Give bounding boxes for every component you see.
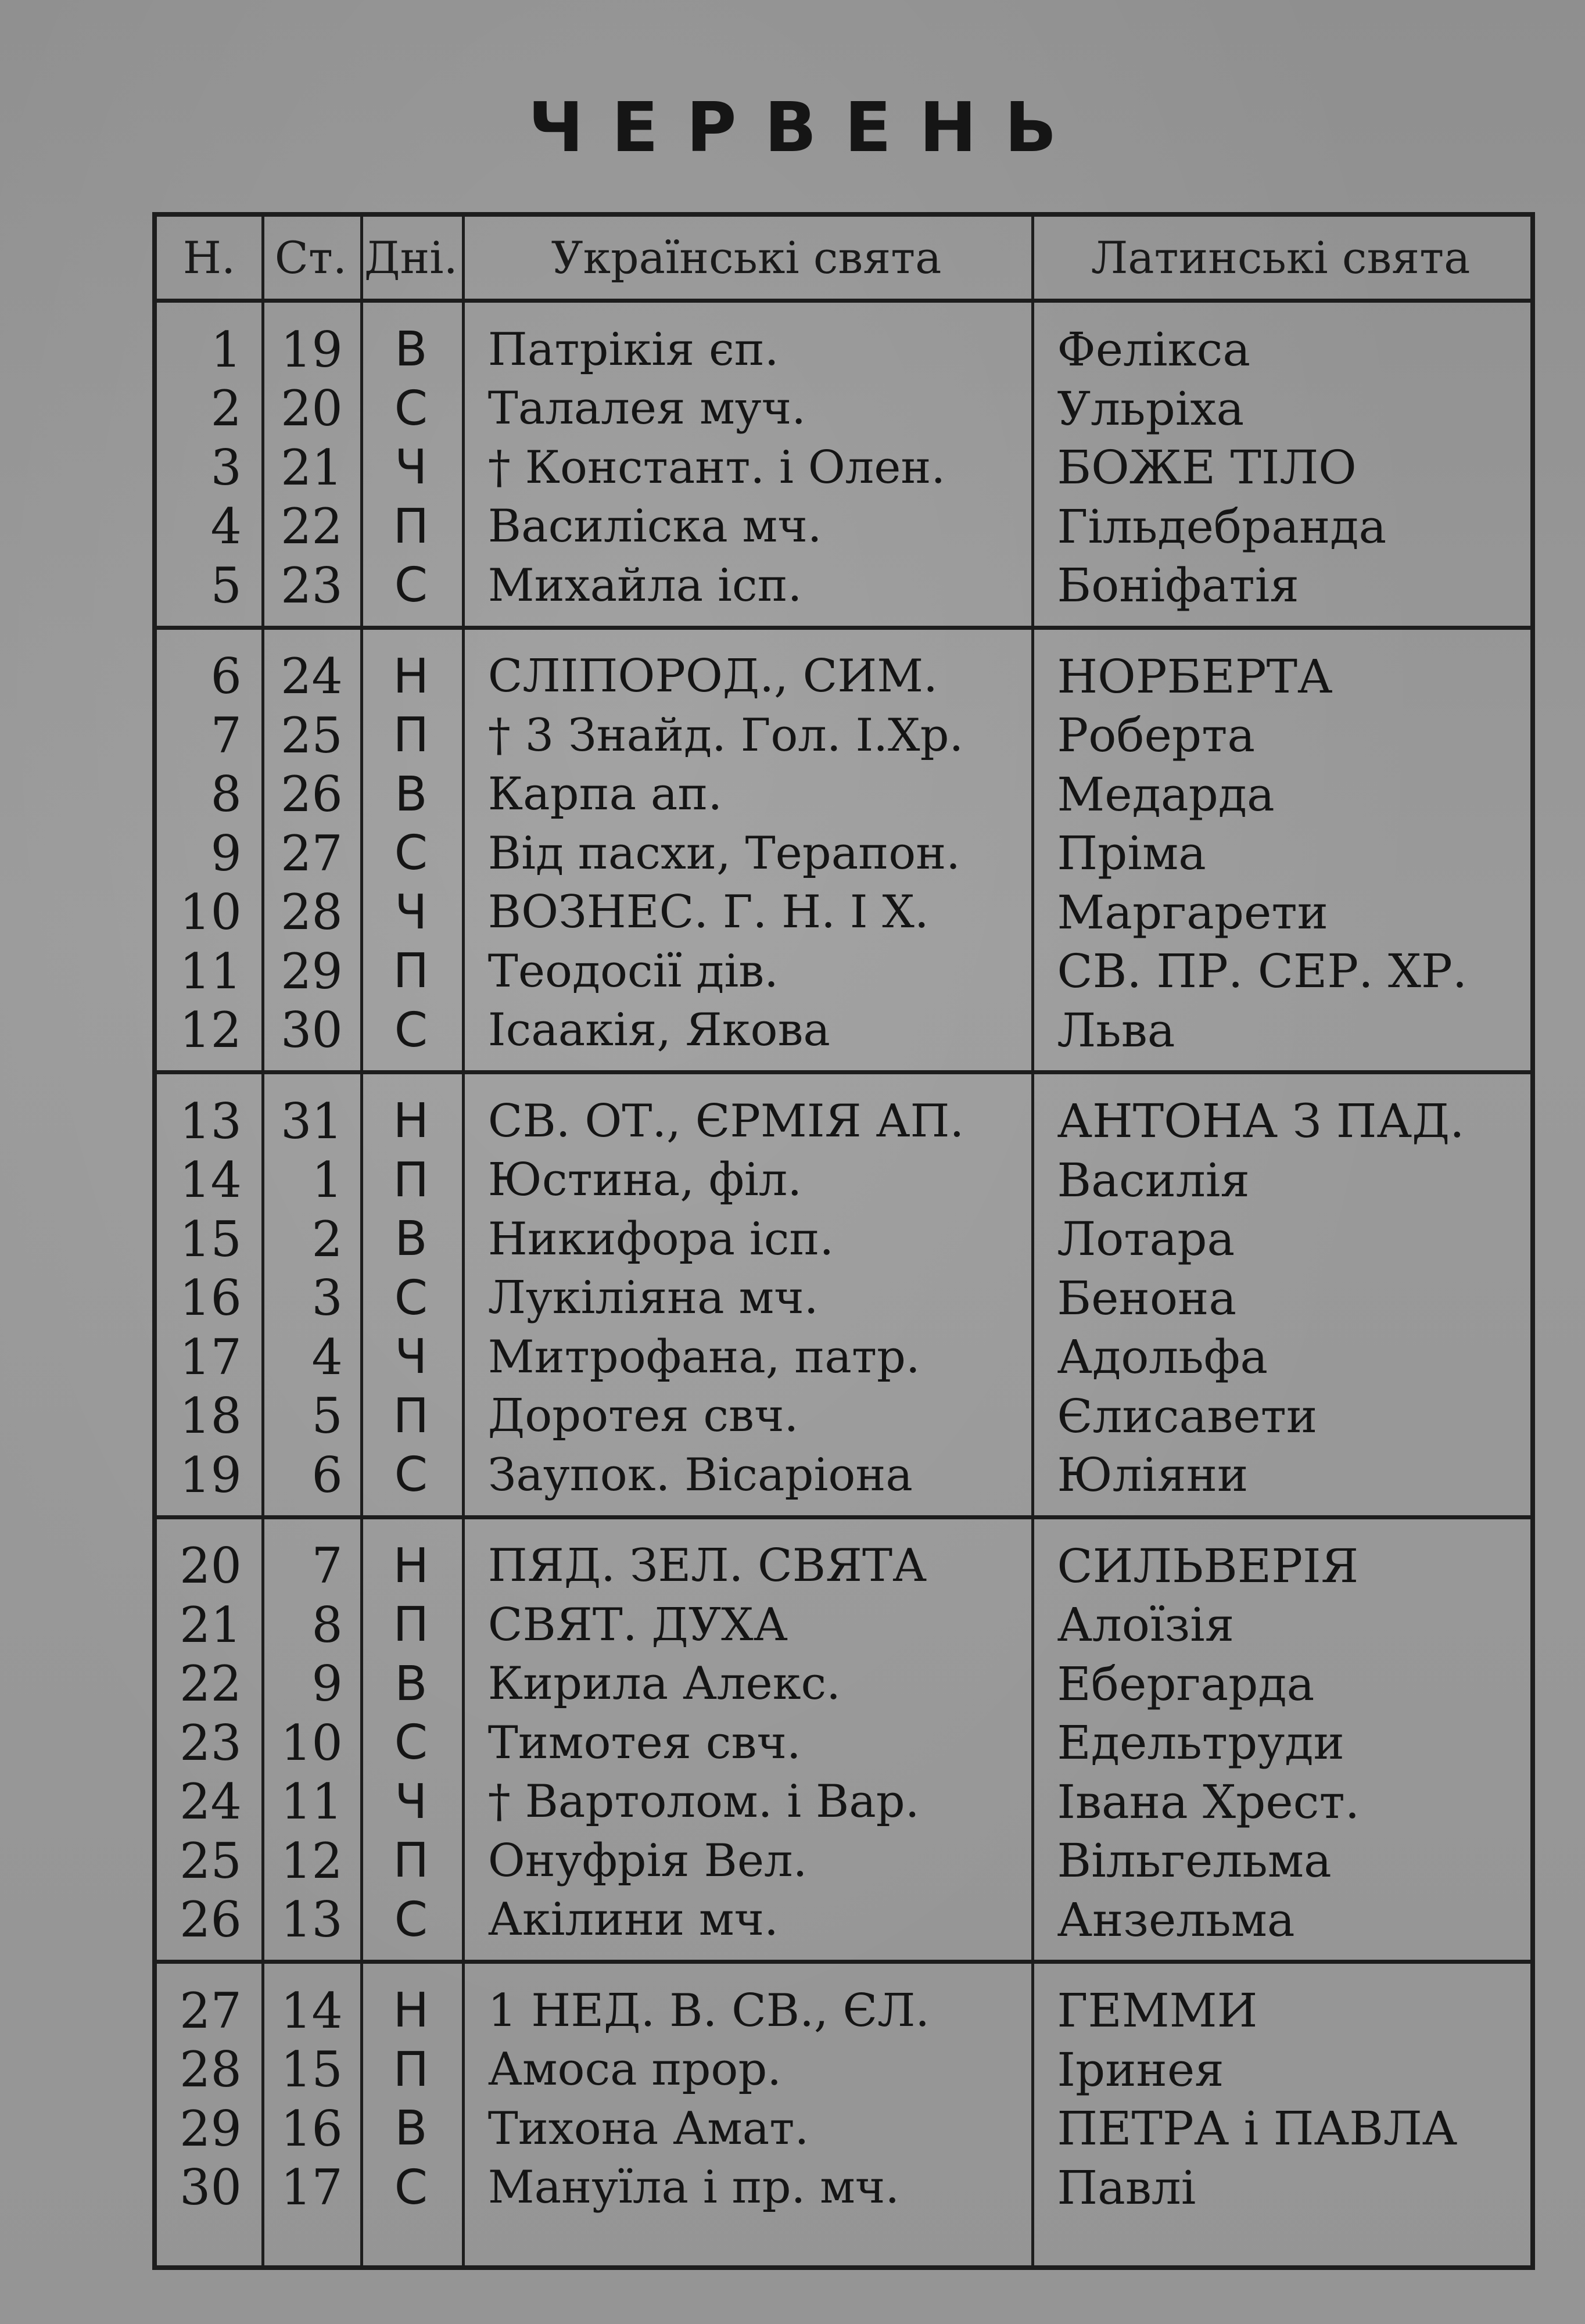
cell-old-date: 1 (311, 1152, 343, 1209)
cell-ukrainian-feast: Онуфрія Вел. (487, 1834, 808, 1887)
table-row (157, 706, 1530, 765)
cell-latin-feast: Маргарети (1057, 885, 1328, 939)
cell-old-date: 31 (280, 1092, 343, 1150)
cell-latin-feast: Боніфатія (1057, 558, 1299, 613)
cell-weekday: С (394, 1447, 428, 1503)
cell-old-date: 27 (280, 824, 343, 882)
cell-old-date: 6 (311, 1446, 343, 1504)
cell-weekday: С (394, 826, 428, 881)
cell-ukrainian-feast: † Вартолом. і Вар. (487, 1776, 920, 1828)
cell-ukrainian-feast: Талалея муч. (487, 382, 806, 435)
cell-new-date: 13 (180, 1092, 242, 1150)
cell-weekday: С (394, 558, 428, 614)
cell-ukrainian-feast: Никифора ісп. (487, 1213, 834, 1265)
cell-weekday: С (394, 1892, 428, 1948)
cell-latin-feast: НОРБЕРТА (1057, 649, 1333, 704)
table-row (157, 1713, 1530, 1773)
cell-weekday: Ч (395, 1329, 428, 1385)
cell-latin-feast: Василія (1057, 1153, 1250, 1207)
table-row (157, 1328, 1530, 1387)
cell-latin-feast: Бенона (1057, 1271, 1237, 1325)
cell-new-date: 29 (180, 2100, 242, 2157)
cell-latin-feast: Алоїзія (1057, 1598, 1235, 1652)
cell-weekday: В (395, 322, 428, 378)
week-group (157, 1519, 1530, 1964)
cell-new-date: 16 (180, 1269, 242, 1327)
cell-new-date: 24 (180, 1773, 242, 1831)
cell-new-date: 1 (210, 321, 242, 378)
cell-old-date: 7 (311, 1537, 343, 1595)
cell-ukrainian-feast: † 3 Знайд. Гол. І.Хр. (487, 709, 964, 762)
cell-ukrainian-feast: СВЯТ. ДУХА (487, 1598, 788, 1651)
cell-ukrainian-feast: Тимотея свч. (487, 1716, 801, 1769)
cell-new-date: 21 (180, 1596, 242, 1654)
cell-ukrainian-feast: Ісаакія, Якова (487, 1004, 830, 1057)
cell-ukrainian-feast: 1 НЕД. В. СВ., ЄЛ. (487, 1984, 930, 2037)
cell-new-date: 9 (210, 824, 242, 882)
table-row (157, 1891, 1530, 1950)
cell-latin-feast: Лотара (1057, 1212, 1235, 1267)
cell-latin-feast: БОЖЕ ТІЛО (1057, 440, 1357, 495)
cell-old-date: 10 (280, 1714, 343, 1771)
table-row (157, 883, 1530, 942)
cell-weekday: Н (393, 648, 429, 704)
cell-ukrainian-feast: Теодосії дів. (487, 945, 779, 998)
header-latin-feasts: Латинські свята (1091, 232, 1471, 284)
header-new-style: Н. (182, 232, 236, 284)
cell-weekday: В (395, 1211, 428, 1267)
cell-latin-feast: Анзельма (1057, 1892, 1295, 1947)
cell-ukrainian-feast: Юстина, філ. (487, 1154, 802, 1207)
cell-old-date: 9 (311, 1655, 343, 1713)
table-row (157, 1655, 1530, 1714)
table-row (157, 1210, 1530, 1269)
cell-new-date: 11 (180, 942, 242, 1000)
cell-weekday: П (393, 944, 429, 999)
cell-weekday: В (395, 1656, 428, 1712)
cell-old-date: 15 (280, 2041, 343, 2099)
calendar-table (152, 212, 1535, 2270)
cell-latin-feast: Ебергарда (1057, 1656, 1315, 1711)
cell-weekday: П (393, 1152, 429, 1208)
week-group (157, 630, 1530, 1075)
cell-old-date: 2 (311, 1210, 343, 1268)
cell-weekday: П (393, 2042, 429, 2097)
cell-new-date: 20 (180, 1537, 242, 1595)
cell-old-date: 29 (280, 942, 343, 1000)
cell-ukrainian-feast: Від пасхи, Терапон. (487, 827, 960, 880)
table-header (157, 217, 1530, 303)
cell-latin-feast: Павлі (1057, 2160, 1196, 2215)
cell-latin-feast: ПЕТРА і ПАВЛА (1057, 2101, 1458, 2156)
cell-ukrainian-feast: Михайла ісп. (487, 559, 802, 612)
cell-old-date: 4 (311, 1328, 343, 1386)
cell-old-date: 19 (280, 321, 343, 378)
table-row (157, 824, 1530, 883)
cell-latin-feast: Іринея (1057, 2042, 1224, 2097)
cell-latin-feast: Адольфа (1057, 1330, 1268, 1385)
page-title: ЧЕРВЕНЬ (528, 87, 1085, 167)
cell-weekday: Н (393, 1983, 429, 2039)
cell-ukrainian-feast: Василіска мч. (487, 500, 822, 553)
week-group (157, 1074, 1530, 1519)
cell-ukrainian-feast: СВ. ОТ., ЄРМІЯ АП. (487, 1095, 964, 1147)
cell-old-date: 25 (280, 706, 343, 764)
cell-new-date: 25 (180, 1832, 242, 1889)
cell-old-date: 26 (280, 766, 343, 823)
cell-latin-feast: СВ. ПР. СЕР. ХР. (1057, 944, 1468, 999)
cell-old-date: 11 (280, 1773, 343, 1831)
cell-weekday: С (394, 381, 428, 436)
cell-weekday: В (395, 766, 428, 822)
cell-old-date: 24 (280, 648, 343, 705)
table-row (157, 942, 1530, 1001)
cell-new-date: 26 (180, 1891, 242, 1949)
cell-latin-feast: СИЛЬВЕРІЯ (1057, 1538, 1359, 1593)
cell-new-date: 15 (180, 1210, 242, 1268)
cell-weekday: С (394, 1002, 428, 1058)
cell-old-date: 20 (280, 380, 343, 437)
cell-old-date: 16 (280, 2100, 343, 2157)
cell-new-date: 27 (180, 1982, 242, 2039)
cell-new-date: 19 (180, 1446, 242, 1504)
cell-old-date: 3 (311, 1269, 343, 1327)
cell-old-date: 23 (280, 557, 343, 614)
header-days: Дні. (364, 232, 458, 284)
cell-old-date: 21 (280, 439, 343, 496)
table-row (157, 1595, 1530, 1655)
table-row (157, 1092, 1530, 1151)
cell-latin-feast: Фелікса (1057, 322, 1251, 377)
header-old-style: Ст. (274, 232, 347, 284)
cell-old-date: 5 (311, 1387, 343, 1445)
table-row (157, 2099, 1530, 2158)
cell-ukrainian-feast: Лукіліяна мч. (487, 1272, 819, 1325)
cell-weekday: Ч (395, 1774, 428, 1830)
cell-latin-feast: Єлисавети (1057, 1389, 1318, 1443)
cell-ukrainian-feast: Акілини мч. (487, 1893, 779, 1946)
cell-weekday: С (394, 1270, 428, 1326)
cell-old-date: 14 (280, 1982, 343, 2039)
cell-new-date: 23 (180, 1714, 242, 1771)
cell-ukrainian-feast: Карпа ап. (487, 768, 723, 821)
table-row (157, 379, 1530, 439)
cell-weekday: Н (393, 1538, 429, 1594)
table-row (157, 1831, 1530, 1891)
cell-weekday: С (394, 1715, 428, 1771)
cell-weekday: Ч (395, 884, 428, 940)
cell-new-date: 4 (210, 498, 242, 555)
cell-weekday: П (393, 1833, 429, 1889)
cell-new-date: 12 (180, 1002, 242, 1059)
cell-new-date: 5 (210, 557, 242, 614)
cell-new-date: 14 (180, 1152, 242, 1209)
table-row (157, 1773, 1530, 1832)
cell-latin-feast: Едельтруди (1057, 1716, 1344, 1770)
cell-weekday: П (393, 1597, 429, 1653)
table-row (157, 647, 1530, 706)
cell-weekday: Н (393, 1093, 429, 1149)
cell-old-date: 28 (280, 884, 343, 941)
cell-weekday: С (394, 2160, 428, 2215)
table-row (157, 438, 1530, 497)
cell-weekday: П (393, 1388, 429, 1444)
cell-latin-feast: Пріма (1057, 826, 1206, 881)
cell-latin-feast: Вільгельма (1057, 1834, 1332, 1888)
cell-new-date: 22 (180, 1655, 242, 1713)
cell-latin-feast: Ульріха (1057, 381, 1245, 436)
cell-old-date: 30 (280, 1002, 343, 1059)
cell-latin-feast: Медарда (1057, 767, 1275, 822)
cell-ukrainian-feast: Доротея свч. (487, 1390, 799, 1443)
table-row (157, 1151, 1530, 1210)
cell-old-date: 13 (280, 1891, 343, 1949)
cell-old-date: 22 (280, 498, 343, 555)
cell-new-date: 8 (210, 766, 242, 823)
cell-weekday: П (393, 498, 429, 554)
cell-old-date: 8 (311, 1596, 343, 1654)
table-row (157, 1269, 1530, 1328)
cell-latin-feast: АНТОНА З ПАД. (1057, 1094, 1465, 1149)
cell-ukrainian-feast: ВОЗНЕС. Г. Н. І Х. (487, 886, 929, 939)
cell-ukrainian-feast: † Констант. і Олен. (487, 441, 946, 494)
cell-latin-feast: ГЕММИ (1057, 1984, 1258, 2038)
cell-ukrainian-feast: СЛІПОРОД., СИМ. (487, 650, 938, 703)
header-ukrainian-feasts: Українські свята (551, 232, 942, 284)
cell-latin-feast: Івана Хрест. (1057, 1774, 1360, 1829)
cell-old-date: 12 (280, 1832, 343, 1889)
table-row (157, 1001, 1530, 1060)
cell-new-date: 3 (210, 439, 242, 496)
cell-weekday: П (393, 708, 429, 763)
table-row (157, 1446, 1530, 1505)
cell-new-date: 18 (180, 1387, 242, 1445)
table-row (157, 556, 1530, 615)
cell-ukrainian-feast: Кирила Алекс. (487, 1658, 841, 1710)
cell-new-date: 6 (210, 648, 242, 705)
cell-ukrainian-feast: Митрофана, патр. (487, 1330, 920, 1383)
week-group (157, 1964, 1530, 2228)
cell-latin-feast: Гільдебранда (1057, 499, 1387, 554)
cell-ukrainian-feast: Тихона Амат. (487, 2102, 809, 2155)
cell-new-date: 28 (180, 2041, 242, 2099)
cell-weekday: В (395, 2101, 428, 2157)
week-group (157, 303, 1530, 630)
cell-ukrainian-feast: Заупок. Вісаріона (487, 1448, 913, 1501)
cell-new-date: 17 (180, 1328, 242, 1386)
cell-latin-feast: Роберта (1057, 708, 1256, 763)
cell-new-date: 30 (180, 2159, 242, 2217)
table-row (157, 1537, 1530, 1596)
table-row (157, 1981, 1530, 2040)
table-row (157, 2040, 1530, 2100)
cell-ukrainian-feast: Амоса прор. (487, 2043, 782, 2096)
cell-ukrainian-feast: Мануїла і пр. мч. (487, 2161, 900, 2214)
cell-new-date: 2 (210, 380, 242, 437)
cell-old-date: 17 (280, 2159, 343, 2217)
table-row (157, 2158, 1530, 2218)
cell-new-date: 10 (180, 884, 242, 941)
table-row (157, 320, 1530, 379)
cell-latin-feast: Юліяни (1057, 1448, 1249, 1502)
cell-ukrainian-feast: ПЯД. ЗЕЛ. СВЯТА (487, 1540, 927, 1593)
cell-latin-feast: Льва (1057, 1003, 1175, 1057)
table-body (157, 303, 1530, 2228)
table-row (157, 1387, 1530, 1446)
cell-ukrainian-feast: Патрікія єп. (487, 323, 779, 376)
table-row (157, 765, 1530, 824)
cell-weekday: Ч (395, 440, 428, 496)
table-row (157, 497, 1530, 557)
cell-new-date: 7 (210, 706, 242, 764)
